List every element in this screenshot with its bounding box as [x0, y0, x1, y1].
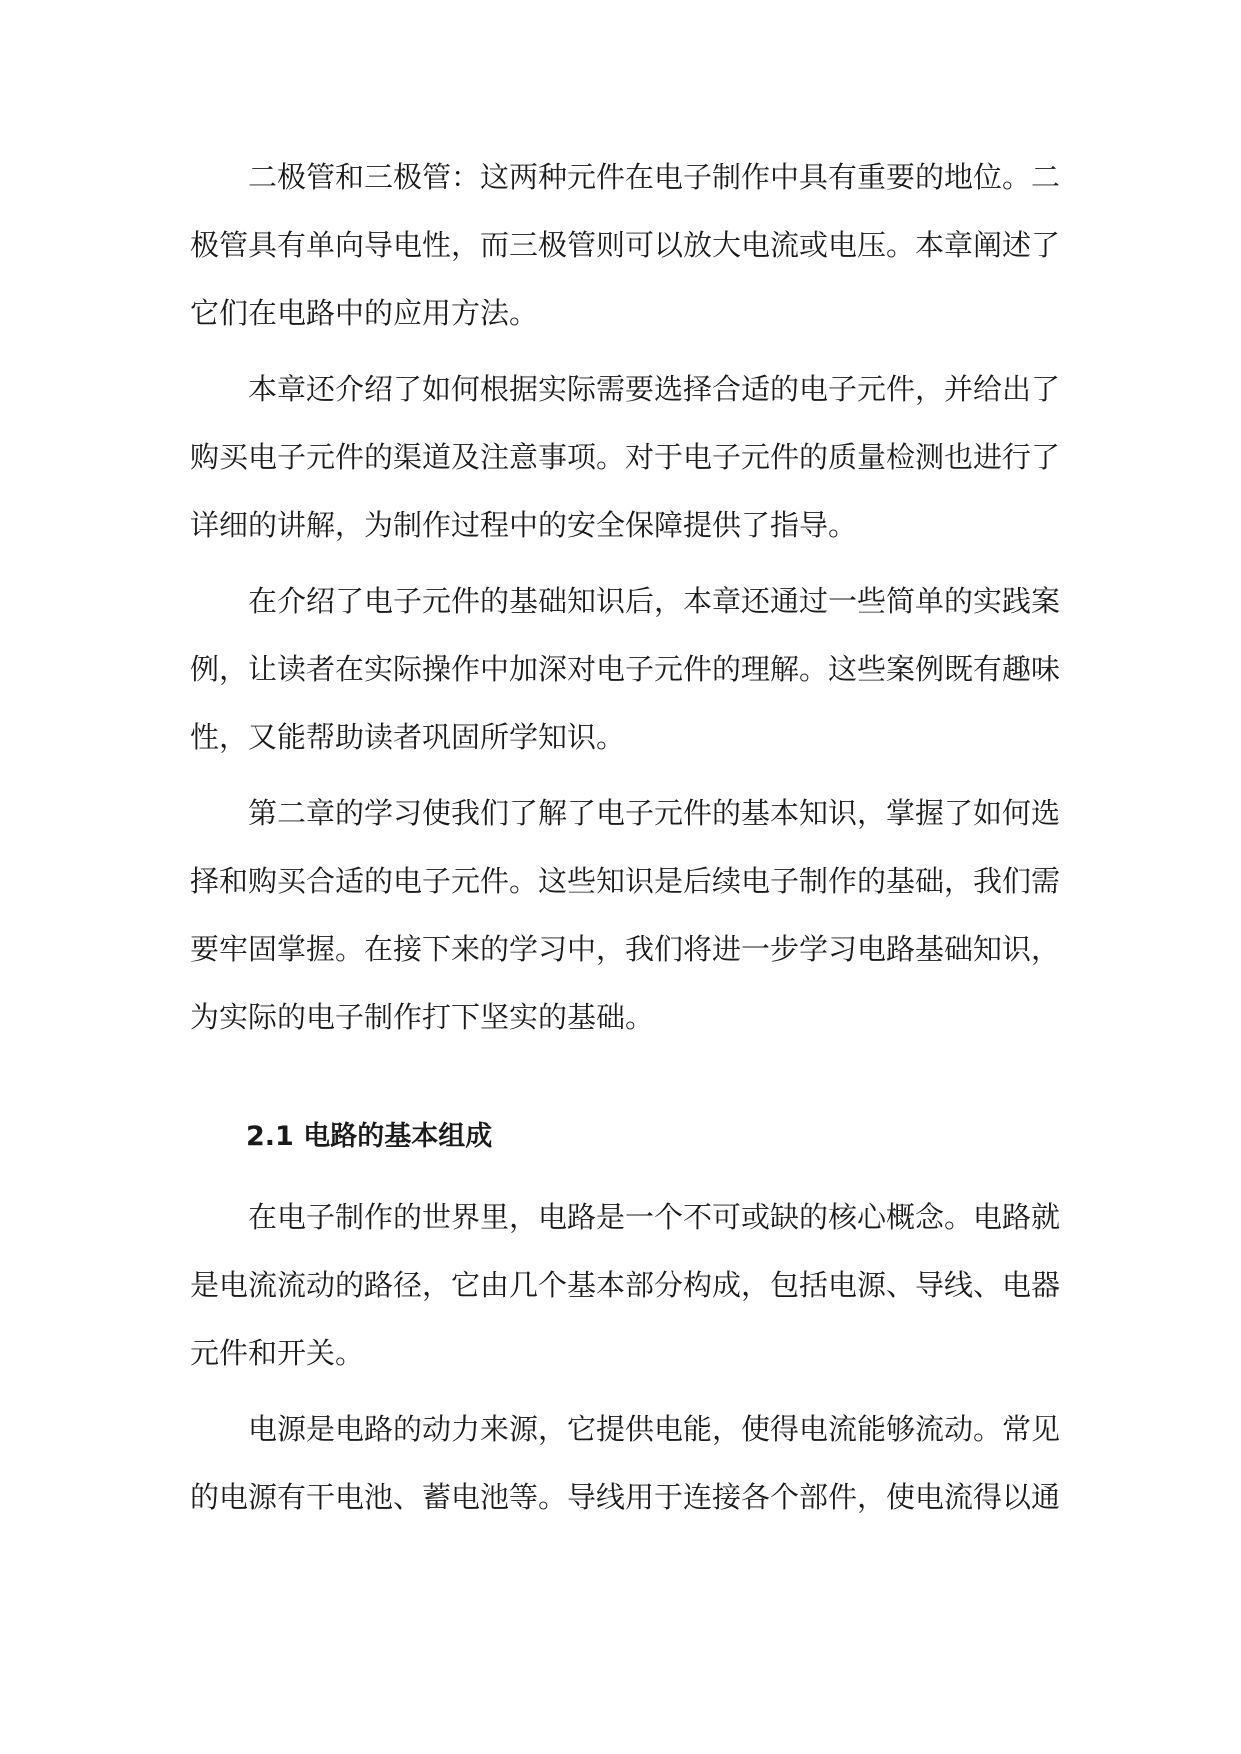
document-body — [190, 143, 1060, 1539]
paragraph-power-source: 电源是电路的动力来源，它提供电能，使得电流能够流动。常见的电源有干电池、蓄电池等。导线用于连接各个部件，使电流得以通 — [190, 1412, 1061, 1514]
paragraph-component-selection: 本章还介绍了如何根据实际需要选择合适的电子元件，并给出了购买电子元件的渠道及注意事项。对于电子元件的质量检测也进行了详细的讲解，为制作过程中的安全保障提供了指导。 — [190, 372, 1061, 542]
paragraph-chapter-summary: 第二章的学习使我们了解了电子元件的基本知识，掌握了如何选择和购买合适的电子元件。这些知识是后续电子制作的基础，我们需要牢固掌握。在接下来的学习中，我们将进一步学习电路基础知识，为实际的电子制作打下坚实的基础。 — [190, 796, 1061, 1034]
paragraph-circuit-concept: 在电子制作的世界里，电路是一个不可或缺的核心概念。电路就是电流流动的路径，它由几个基本部分构成，包括电源、导线、电器元件和开关。 — [190, 1200, 1061, 1370]
section-heading: 2.1 电路的基本组成 — [246, 1121, 493, 1152]
paragraph-diodes-transistors: 二极管和三极管：这两种元件在电子制作中具有重要的地位。二极管具有单向导电性，而三极管则可以放大电流或电压。本章阐述了它们在电路中的应用方法。 — [190, 160, 1061, 330]
paragraph-practice-cases: 在介绍了电子元件的基础知识后，本章还通过一些简单的实践案例，让读者在实际操作中加深对电子元件的理解。这些案例既有趣味性，又能帮助读者巩固所学知识。 — [190, 584, 1061, 754]
